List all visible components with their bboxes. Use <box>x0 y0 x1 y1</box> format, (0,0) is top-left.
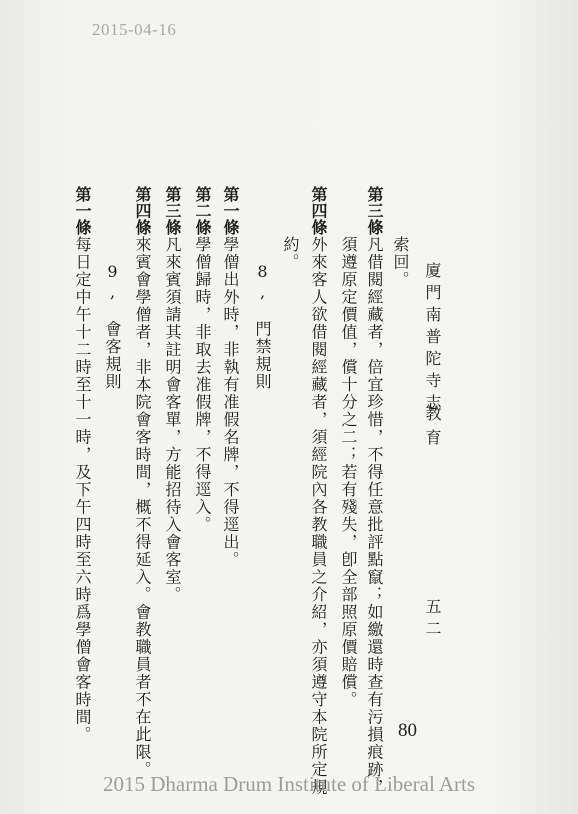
text-column-3 <box>340 236 356 709</box>
column-text: 凡來賓須請其註明會客單，方能招待入會客室。 <box>163 236 182 604</box>
text-column-12 <box>74 236 90 744</box>
section-title: 教育 <box>423 405 442 453</box>
column-text: 8, 門禁規則 <box>253 262 272 391</box>
article-label: 第四條 <box>309 186 328 236</box>
text-column-2 <box>366 236 382 796</box>
text-column-5 <box>282 236 298 271</box>
article-label: 第一條 <box>221 186 240 236</box>
date-stamp: 2015-04-16 <box>92 20 177 39</box>
section-heading <box>254 262 270 391</box>
article-label: 第二條 <box>193 186 212 236</box>
book-title: 廈門南普陀寺志 <box>423 262 442 416</box>
text-column-9 <box>164 236 180 604</box>
text-column-10 <box>134 236 150 779</box>
article-label: 第一條 <box>73 186 92 236</box>
column-text: 須遵原定價值，償十分之二；若有殘失，卽全部照原價賠償。 <box>339 236 358 709</box>
folio-number: 五二 <box>423 598 442 642</box>
text-column-4 <box>310 236 326 796</box>
section-heading <box>104 262 120 391</box>
column-text: 外來客人欲借閱經藏者，須經院內各教職員之介紹，亦須遵守本院所定規 <box>309 236 328 796</box>
page-number: 80 <box>398 720 417 741</box>
column-text: 來賓會學僧者，非本院會客時間，概不得延入。會教職員者不在此限。 <box>133 236 152 779</box>
column-text: 學僧出外時，非執有准假名牌，不得逕出。 <box>221 236 240 569</box>
bleed-through-texture <box>536 180 556 436</box>
column-text: 每日定中午十二時至十一時，及下午四時至六時爲學僧會客時間。 <box>73 236 92 744</box>
column-text: 索回。 <box>391 236 410 289</box>
column-text: 學僧歸時，非取去准假牌，不得逕入。 <box>193 236 212 534</box>
article-label: 第四條 <box>133 186 152 236</box>
article-label: 第三條 <box>163 186 182 236</box>
column-text: 凡借閱經藏者，倍宜珍惜，不得任意批評點竄；如繳還時查有污損痕跡， <box>365 236 384 796</box>
text-column-7 <box>222 236 238 569</box>
text-column-1 <box>392 236 408 289</box>
column-text: 約。 <box>281 236 300 271</box>
text-column-8 <box>194 236 210 534</box>
watermark: 2015 Dharma Drum Institute of Liberal Arts <box>102 772 476 796</box>
column-text: 9, 會客規則 <box>103 262 122 391</box>
article-label: 第三條 <box>365 186 384 236</box>
